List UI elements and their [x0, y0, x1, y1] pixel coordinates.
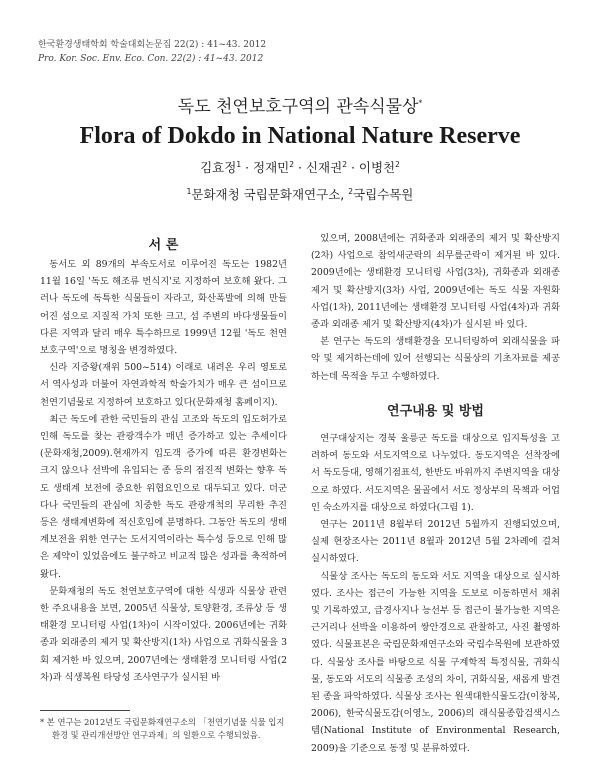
- author-name: 김효정: [200, 160, 237, 175]
- journal-citation-en: Pro. Kor. Soc. Env. Eco. Con. 22(2) : 41~43. 2012: [38, 54, 264, 64]
- right-column-intro-continued: [311, 230, 560, 385]
- paragraph: 신라 지증왕(재위 500~514) 이래로 내려온 우리 영토로서 역사성과 더불어 자연과학적 학술가치가 매우 큰 섬이므로 천연기념물로 지정하여 보호하고 있다(문화재청 홈페이지).: [40, 362, 287, 408]
- author-separator: ·: [346, 160, 359, 175]
- paragraph: 연구는 2011년 8월부터 2012년 5월까지 진행되었으며, 실제 현장조사는 2011년 8월과 2012년 5월 2차례에 걸쳐 실시하였다.: [311, 519, 560, 565]
- section-heading-intro: 서 론: [148, 238, 179, 253]
- section-heading-method: 연구내용 및 방법: [387, 403, 484, 419]
- right-column: [311, 230, 560, 757]
- author-list: [0, 158, 600, 176]
- paragraph: 연구대상지는 경북 울릉군 독도를 대상으로 입지특성을 고려하여 동도와 서도지역으로 나누었다. 동도지역은 선착장에서 독도등대, 영해기점표석, 한반도 바위까지 주변지역을 대상으로 하였다. 서도지역은 물골에서 서도 정상부의 목책과 어업인 숙소까지를 대상으로 하였다(그림 1).: [311, 433, 560, 513]
- title-footnote-mark: *: [418, 98, 423, 108]
- author-name: 이병천: [358, 160, 396, 175]
- footnote: [40, 716, 290, 741]
- paragraph: 식물상 조사는 독도의 동도와 서도 지역을 대상으로 실시하였다. 조사는 접근이 가능한 지역을 도보로 이동하면서 채취 및 기록하였고, 급경사지나 능선부 등 접근이 불가능한 지역은 근거리나 선박을 이용하여 쌍안경으로 관찰하고, 사진 촬영하였다. 식물표본은 국립문화재연구소와 국립수목원에 보관하였다. 식물상 조사를 바탕으로 식물 구계학적 특정식물, 귀화식물, 동도와 서도의 식물종 조성의 차이, 귀화식물, 새롭게 발견된 종을 파악하였다. 식물상 조사는 원색대한식물도감(이창복, 2006), 한국식물도감(이영노, 2006)의 래식물종합검색시스템(National Institute of Environmental Research, 2009)을 기준으로 동정 및 분류하였다.: [311, 570, 560, 754]
- title-korean: [0, 92, 600, 117]
- paragraph: 본 연구는 독도의 생태환경을 모니터링하여 외래식물을 파악 및 제거하는데에 있어 선행되는 식물상의 기초자료를 제공하는데 목적을 두고 수행하였다.: [311, 336, 560, 382]
- footnote-text: * 본 연구는 2012년도 국립문화재연구소의 「천연기념물 식물 입지환경 및 관리개선방안 연구과제」의 일환으로 수행되었음.: [40, 717, 285, 740]
- affiliation-name: 문화재청 국립문화재연구소: [191, 187, 341, 202]
- paragraph: 동서도 외 89개의 부속도서로 이루어진 독도는 1982년 11월 16일 '독도 해조류 번식지'로 지정하여 보호해 왔다. 그러나 독도에 독특한 식물들이 자라고, 화산폭발에 의해 만들어진 섬으로 지질적 가치 또한 크고, 섬 주변의 바다생물들이 다른 지역과 달리 매우 특수하므로 1999년 12월 '독도 천연보호구역'으로 명칭을 변경하였다.: [40, 259, 287, 357]
- author-separator: ·: [241, 160, 254, 175]
- author-affiliation-mark: 2: [342, 159, 347, 169]
- right-column-method-text: [311, 430, 560, 757]
- author-affiliation-mark: 1: [236, 159, 242, 169]
- journal-citation-ko: 한국환경생태학회 학술대회논문집 22(2) : 41~43. 2012: [38, 40, 267, 50]
- paragraph: 문화재청의 독도 천연보호구역에 대한 식생과 식물상 관련한 주요내용을 보면, 2005년 식물상, 토양환경, 조류상 등 생태환경 모니터링 사업(1차)이 시작이었다. 2006년에는 귀화종과 외래종의 제거 및 확산방지(1차) 사업으로 귀화식물을 3회 제거한 바 있으며, 2007년에는 생태환경 모니터링 사업(2차)과 식생복원 타당성 조사연구가 실시된 바: [40, 585, 287, 683]
- affiliation-mark: 1: [186, 186, 192, 196]
- author-name: 신재권: [305, 160, 343, 175]
- author-affiliation-mark: 2: [395, 159, 400, 169]
- title-english: Flora of Dokdo in National Nature Reserve: [79, 123, 521, 149]
- affiliation-list: [0, 185, 600, 203]
- affiliation-separator: ,: [340, 187, 349, 202]
- paragraph: 최근 독도에 관한 국민들의 관심 고조와 독도의 입도허가로 인해 독도를 찾는 관광객수가 매년 증가하고 있는 추세이다(문화재청,2009).현재까지 입도객 증가에 따른 환경변화는 크지 않으나 선박에 유입되는 종 등의 점진적 변화는 향후 독도 생태계 보전에 중요한 위협요인으로 대두되고 있다. 더군다나 국민들의 관심에 치중한 독도 관광개척의 무리한 추진 등은 생태계변화에 적신호임에 분명하다. 그동안 독도의 생태계보전을 위한 연구는 도서지역이라는 특수성 등으로 인해 많은 제약이 있었음에도 불구하고 비교적 많은 성과를 축적하여 왔다.: [40, 413, 287, 580]
- author-name: 정재민: [253, 160, 290, 175]
- paragraph: 있으며, 2008년에는 귀화종과 외래종의 제거 및 확산방지(2차) 사업으로 참억새군락의 쇠무릎군락이 제거된 바 있다. 2009년에는 생태환경 모니터링 사업(3차), 귀화종과 외래종 제거 및 확산방지(3차) 사업, 2009년에는 독도 식물 자원화 사업(1차), 2011년에는 생태환경 모니터링 사업(4차)과 귀화종과 외래종 제거 및 확산방지(4차)가 실시된 바 있다.: [311, 233, 560, 331]
- author-affiliation-mark: 2: [289, 159, 295, 169]
- author-separator: ·: [294, 160, 306, 175]
- footnote-divider: [40, 710, 130, 711]
- affiliation-name: 국립수목원: [353, 187, 414, 202]
- title-korean-text: 독도 천연보호구역의 관속식물상: [177, 97, 419, 117]
- left-column: [40, 256, 287, 686]
- journal-header: [38, 38, 266, 66]
- affiliation-mark: 2: [348, 186, 353, 196]
